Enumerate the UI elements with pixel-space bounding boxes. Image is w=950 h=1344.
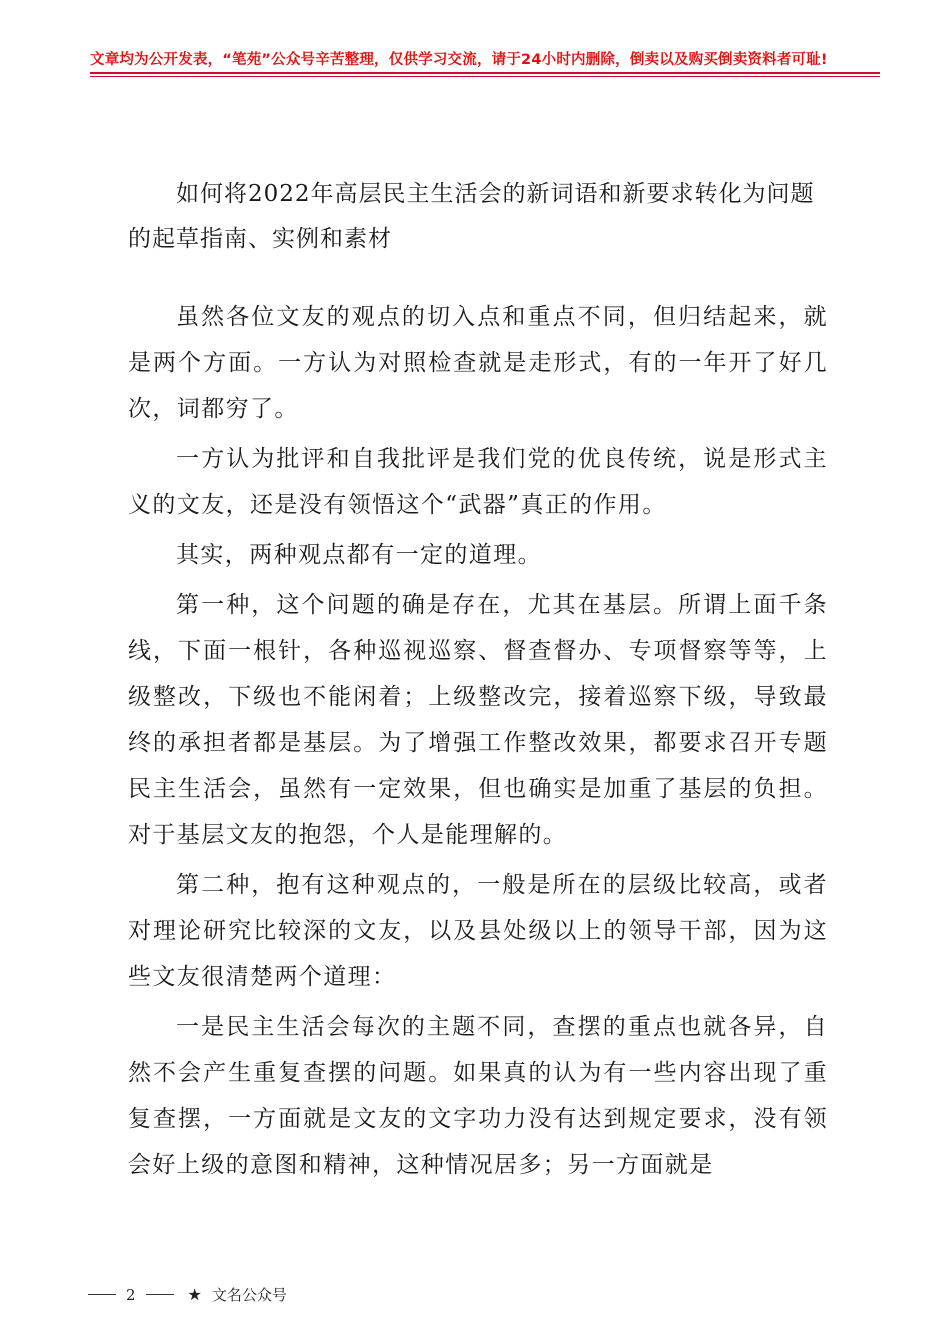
page-footer <box>88 1284 287 1305</box>
footer-dash-left <box>88 1294 116 1295</box>
star-icon: ★ <box>187 1285 202 1304</box>
paragraph: 第二种，抱有这种观点的，一般是所在的层级比较高，或者对理论研究比较深的文友，以及县处级以上的领导干部，因为这些文友很清楚两个道理： <box>128 872 828 990</box>
paragraph: 虽然各位文友的观点的切入点和重点不同，但归结起来，就是两个方面。一方认为对照检查就是走形式，有的一年开了好几次，词都穷了。 <box>128 304 828 422</box>
paragraph: 一是民主生活会每次的主题不同，查摆的重点也就各异，自然不会产生重复查摆的问题。如果真的认为有一些内容出现了重复查摆，一方面就是文友的文字功力没有达到规定要求，没有领会好上级的意图和精神，这种情况居多；另一方面就是 <box>128 1014 828 1178</box>
paragraph: 第一种，这个问题的确是存在，尤其在基层。所谓上面千条线，下面一根针，各种巡视巡察、督查督办、专项督察等等，上级整改，下级也不能闲着；上级整改完，接着巡察下级，导致最终的承担者都是基层。为了增强工作整改效果，都要求召开专题民主生活会，虽然有一定效果，但也确实是加重了基层的负担。对于基层文友的抱怨，个人是能理解的。 <box>128 592 828 848</box>
paragraph: 其实，两种观点都有一定的道理。 <box>176 542 542 568</box>
header-rule-thick <box>90 72 880 74</box>
paragraph: 一方认为批评和自我批评是我们党的优良传统，说是形式主义的文友，还是没有领悟这个“武器”真正的作用。 <box>128 446 828 518</box>
footer-label: 文名公众号 <box>211 1286 287 1304</box>
header-notice: 文章均为公开发表，“笔苑”公众号辛苦整理，仅供学习交流，请于24小时内删除，倒卖以及购买倒卖资料者可耻! <box>90 52 828 68</box>
header-rule-thin <box>90 76 880 77</box>
footer-dash-right <box>146 1294 174 1295</box>
document-body <box>128 172 828 1192</box>
document-title: 如何将2022年高层民主生活会的新词语和新要求转化为问题的起草指南、实例和素材 <box>128 181 815 252</box>
page-number: 2 <box>126 1285 136 1304</box>
